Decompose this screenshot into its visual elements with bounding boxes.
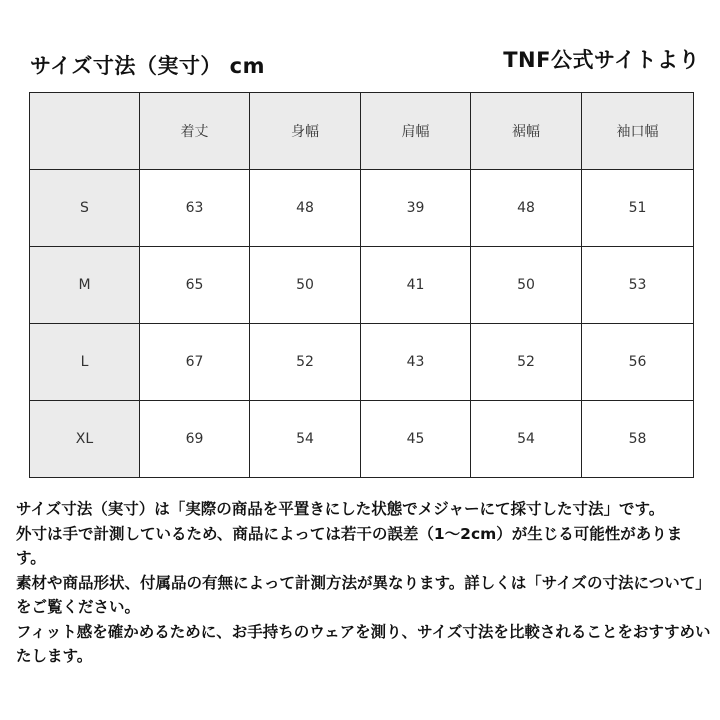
table-cell: 58 <box>582 401 694 478</box>
table-cell: 41 <box>361 247 471 324</box>
column-header: 身幅 <box>250 93 361 170</box>
table-cell: 53 <box>582 247 694 324</box>
column-header: 着丈 <box>140 93 250 170</box>
notes-section <box>16 497 712 669</box>
table-cell: 48 <box>471 170 582 247</box>
table-cell: 50 <box>471 247 582 324</box>
size-label: S <box>30 170 140 247</box>
table-cell: 50 <box>250 247 361 324</box>
column-header <box>30 93 140 170</box>
table-cell: 51 <box>582 170 694 247</box>
size-label: M <box>30 247 140 324</box>
page-title: サイズ寸法（実寸） cm <box>30 54 265 78</box>
table-cell: 43 <box>361 324 471 401</box>
table-row <box>30 170 694 247</box>
table-cell: 48 <box>250 170 361 247</box>
table-cell: 45 <box>361 401 471 478</box>
note-paragraph: サイズ寸法（実寸）は「実際の商品を平置きにした状態でメジャーにて採寸した寸法」です。 <box>16 500 665 518</box>
table-row <box>30 247 694 324</box>
table-cell: 52 <box>471 324 582 401</box>
table-cell: 54 <box>250 401 361 478</box>
size-label: L <box>30 324 140 401</box>
table-cell: 63 <box>140 170 250 247</box>
table-cell: 67 <box>140 324 250 401</box>
size-label: XL <box>30 401 140 478</box>
source-label: TNF公式サイトより <box>503 48 700 72</box>
note-paragraph: 外寸は手で計測しているため、商品によっては若干の誤差（1〜2cm）が生じる可能性があります。 <box>16 524 683 567</box>
table-cell: 69 <box>140 401 250 478</box>
note-paragraph: 素材や商品形状、付属品の有無によって計測方法が異なります。詳しくは「サイズの寸法について」をご覧ください。 <box>16 573 711 616</box>
table-row <box>30 401 694 478</box>
column-header: 肩幅 <box>361 93 471 170</box>
column-header: 裾幅 <box>471 93 582 170</box>
column-header: 袖口幅 <box>582 93 694 170</box>
table-cell: 56 <box>582 324 694 401</box>
table-cell: 54 <box>471 401 582 478</box>
table-cell: 39 <box>361 170 471 247</box>
table-cell: 52 <box>250 324 361 401</box>
size-table <box>29 92 694 478</box>
table-row <box>30 324 694 401</box>
note-paragraph: フィット感を確かめるために、お手持ちのウェアを測り、サイズ寸法を比較されることをおすすめいたします。 <box>16 622 711 665</box>
table-cell: 65 <box>140 247 250 324</box>
table-header-row <box>30 93 694 170</box>
